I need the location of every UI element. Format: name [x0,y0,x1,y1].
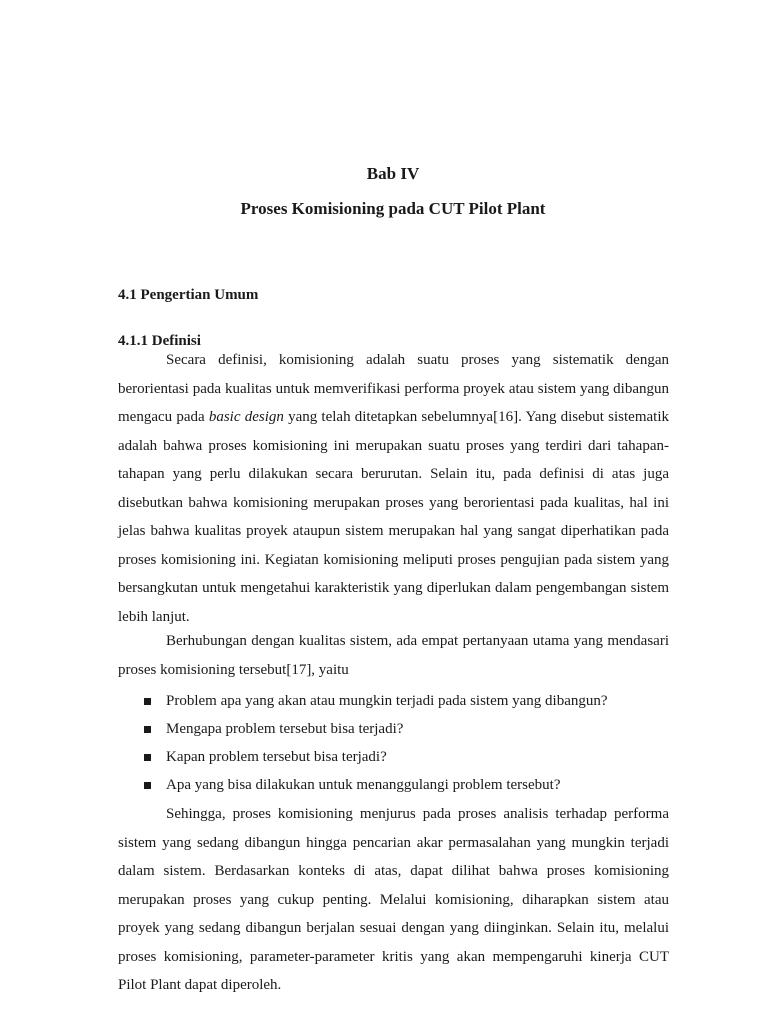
subsection-heading: 4.1.1 Definisi [118,333,201,349]
square-bullet-icon [144,698,151,705]
chapter-title: Proses Komisioning pada CUT Pilot Plant [240,199,546,218]
paragraph-text-part2: yang telah ditetapkan sebelumnya[16]. Yang disebut sistematik adalah bahwa proses komisioning ini merupakan suatu proses yang terdiri dari tahapan-tahapan yang perlu dilakukan secara berurutan. Selain itu, pada definisi di atas juga disebutkan bahwa komisioning merupakan proses yang berorientasi pada kualitas, hal ini jelas bahwa kualitas proyek ataupun sistem merupakan hal yang sangat diperhatikan pada proses komisioning ini. Kegiatan komisioning meliputi proses pengujian pada sistem yang bersangkutan untuk mengetahui karakteristik yang diperlukan dalam pengembangan sistem lebih lanjut. [118,409,669,625]
list-item [144,687,684,715]
square-bullet-icon [144,754,151,761]
question-list [144,687,684,799]
chapter-number: Bab IV [366,164,420,183]
list-item-text: Kapan problem tersebut bisa terjadi? [166,749,387,765]
section-heading: 4.1 Pengertian Umum [118,287,259,303]
list-item-text: Apa yang bisa dilakukan untuk menanggulangi problem tersebut? [166,777,561,793]
square-bullet-icon [144,726,151,733]
square-bullet-icon [144,782,151,789]
italic-term: basic design [208,409,284,425]
paragraph-questions-intro [118,627,669,684]
list-item [144,715,684,743]
paragraph-text-part1: Secara definisi, komisioning adalah suatu proses yang sistematik dengan berorientasi pada kualitas untuk memverifikasi performa proyek atau sistem yang dibangun mengacu pada [118,352,669,425]
paragraph-conclusion [118,800,669,1000]
list-item-text: Mengapa problem tersebut bisa terjadi? [166,721,404,737]
paragraph-text: Sehingga, proses komisioning menjurus pada proses analisis terhadap performa sistem yang sedang dibangun hingga pencarian akar permasalahan yang mungkin terjadi dalam sistem. Berdasarkan konteks di atas, dapat dilihat bahwa proses komisioning merupakan proses yang cukup penting. Melalui komisioning, diharapkan sistem atau proyek yang sedang dibangun berjalan sesuai dengan yang diinginkan. Selain itu, melalui proses komisioning, parameter-parameter kritis yang akan mempengaruhi kinerja CUT Pilot Plant dapat diperoleh. [118,806,669,993]
list-item [144,743,684,771]
paragraph-definition [118,346,669,631]
paragraph-text [118,346,669,631]
list-item-text: Problem apa yang akan atau mungkin terjadi pada sistem yang dibangun? [166,693,608,709]
paragraph-text: Berhubungan dengan kualitas sistem, ada empat pertanyaan utama yang mendasari proses komisioning tersebut[17], yaitu [118,633,669,678]
list-item [144,771,684,799]
